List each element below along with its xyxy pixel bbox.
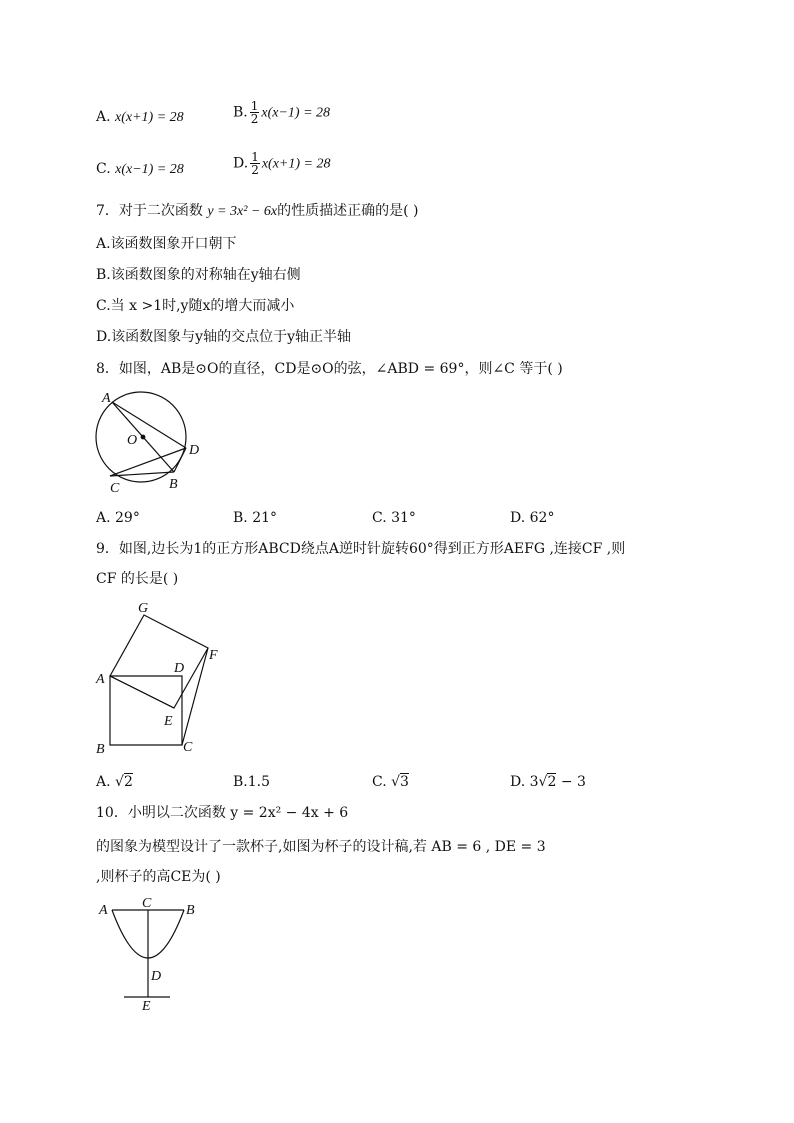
q7-option-c: C.当 x >1时,y随x的增大而减小 <box>96 298 295 314</box>
q10-stem-line2: 的图象为模型设计了一款杯子,如图为杯子的设计稿,若 AB = 6 , DE = 3 <box>96 839 546 855</box>
label-e: E <box>142 999 151 1014</box>
label-c: C <box>142 896 152 911</box>
label-a: A <box>102 391 111 406</box>
q6-option-d-expr: x(x+1) = 28 <box>261 156 331 172</box>
label-c: C <box>110 481 120 496</box>
label-b: B <box>96 742 105 757</box>
segment-cf <box>182 648 208 745</box>
q9-square-figure <box>92 598 232 758</box>
label-d: D <box>174 661 185 676</box>
q9-option-c-radicand: 3 <box>400 774 409 790</box>
q7-stem <box>96 202 418 221</box>
fraction-denominator: 2 <box>250 112 259 126</box>
chord-ad <box>112 402 186 448</box>
q9-option-a <box>96 773 133 791</box>
q6-option-d-fraction <box>250 151 260 176</box>
q7-option-b: B.该函数图象的对称轴在y轴右侧 <box>96 267 301 283</box>
q9-option-a-label: A. <box>96 774 111 790</box>
q6-option-b-fraction <box>250 100 260 125</box>
q7-stem-formula: y = 3x² − 6x <box>207 204 278 219</box>
q9-option-d-label: D. 3 <box>510 774 539 790</box>
q6-option-a <box>96 108 184 127</box>
q9-option-c <box>372 773 409 791</box>
q7-stem-prefix: 7．对于二次函数 <box>96 203 203 219</box>
sqrt-sign-icon: √ <box>115 774 124 790</box>
q6-option-b <box>233 100 330 125</box>
label-e: E <box>164 714 173 729</box>
segment-ae <box>110 676 174 708</box>
sqrt-sign-icon: √ <box>391 774 401 790</box>
label-b: B <box>169 477 178 492</box>
q6-option-b-label: B. <box>233 104 248 121</box>
sqrt-sign-icon: √ <box>538 774 548 790</box>
q9-option-d-radicand: 2 <box>547 774 557 790</box>
q8-option-d: D. 62° <box>510 510 555 526</box>
label-a: A <box>96 672 105 687</box>
label-f: F <box>209 648 218 663</box>
q8-stem: 8．如图，AB是⊙O的直径，CD是⊙O的弦，∠ABD = 69°，则∠C 等于( ) <box>96 361 563 377</box>
label-d: D <box>151 969 162 984</box>
q6-option-b-expr: x(x−1) = 28 <box>261 105 331 121</box>
q9-option-a-radicand: 2 <box>123 774 133 790</box>
q8-option-c: C. 31° <box>372 510 416 526</box>
label-a: A <box>99 903 108 918</box>
q6-option-c <box>96 160 184 179</box>
q9-stem-line2: CF 的长是( ) <box>96 571 179 587</box>
q8-option-b: B. 21° <box>233 510 278 526</box>
q6-option-c-label: C. <box>96 161 111 177</box>
square-abcd <box>110 676 182 745</box>
q10-cup-figure <box>94 894 214 1014</box>
q6-option-a-expr: x(x+1) = 28 <box>115 110 184 125</box>
q9-stem-line1: 9．如图,边长为1的正方形ABCD绕点A逆时针旋转60°得到正方形AEFG ,连接CF ,则 <box>96 541 626 557</box>
fraction-denominator: 2 <box>251 163 259 177</box>
fraction-numerator: 1 <box>251 150 259 164</box>
label-d: D <box>189 443 200 458</box>
label-b: B <box>186 903 195 918</box>
q8-option-a: A. 29° <box>96 510 140 526</box>
q9-option-d <box>510 773 586 791</box>
label-g: G <box>138 601 149 616</box>
square-aefg <box>110 615 208 708</box>
label-c: C <box>183 740 193 755</box>
q9-option-b: B.1.5 <box>233 774 271 790</box>
label-o: O <box>127 433 138 448</box>
q9-option-d-tail: − 3 <box>560 774 586 790</box>
q6-option-d <box>233 151 330 176</box>
q7-option-d: D.该函数图象与y轴的交点位于y轴正半轴 <box>96 329 351 345</box>
q10-stem-line1: 10．小明以二次函数 y = 2x² − 4x + 6 <box>96 805 349 821</box>
q6-option-d-label: D. <box>233 155 249 172</box>
q8-circle-figure <box>90 388 220 498</box>
fraction-numerator: 1 <box>250 99 259 113</box>
center-dot <box>141 435 145 439</box>
q6-option-c-expr: x(x−1) = 28 <box>115 162 184 177</box>
q7-option-a: A.该函数图象开口朝下 <box>96 236 237 252</box>
q6-option-a-label: A. <box>96 109 111 125</box>
q9-option-c-label: C. <box>372 774 387 790</box>
q7-stem-suffix: 的性质描述正确的是( ) <box>277 203 419 219</box>
q10-stem-line3: ,则杯子的高CE为( ) <box>96 869 221 885</box>
